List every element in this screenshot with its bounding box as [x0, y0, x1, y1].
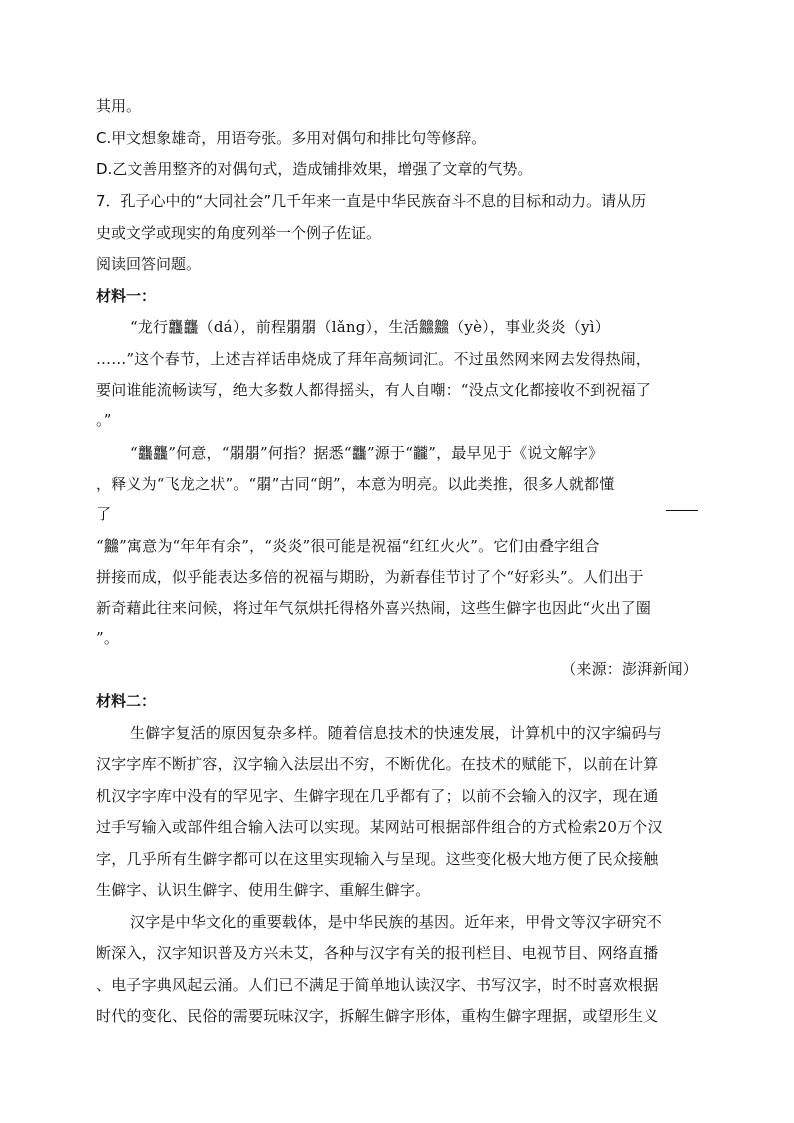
dash-rule — [666, 510, 698, 511]
material1-line: “䲜”寓意为“年年有余”，“炎炎”很可能是祝福“红红火火”。它们由叠字组合 — [96, 537, 600, 555]
material1-heading: 材料一： — [96, 287, 157, 305]
material2-line: 汉字字库不断扩容，汉字输入法层出不穷，不断优化。在技术的赋能下，以前在计算 — [96, 755, 659, 773]
material1-line: “龘龘”何意，“朤朤”何指？据悉“龘”源于“龖”，最早见于《说文解字》 — [130, 444, 604, 462]
material1-source: （来源：澎湃新闻） — [561, 660, 698, 678]
material1-line: ，释义为“飞龙之状”。“朤”古同“朗”，本意为明亮。以此类推，很多人就都懂 — [96, 475, 615, 493]
text-line: 其用。 — [96, 97, 142, 115]
material2-line: 汉字是中华文化的重要载体，是中华民族的基因。近年来，甲骨文等汉字研究不 — [130, 913, 663, 931]
material1-line: ”。 — [96, 629, 120, 647]
material2-line: 断深入，汉字知识普及方兴未艾，各种与汉字有关的报刊栏目、电视节目、网络直播 — [96, 944, 659, 962]
material2-heading: 材料二： — [96, 692, 157, 710]
material1-line: 新奇藉此往来问候，将过年气氛烘托得格外喜兴热闹，这些生僻字也因此“火出了圈 — [96, 599, 652, 617]
material2-line: 时代的变化、民俗的需要玩味汉字，拆解生僻字形体，重构生僻字理据，或望形生义 — [96, 1007, 659, 1025]
material2-line: 生僻字、认识生僻字、使用生僻字、重解生僻字。 — [96, 881, 431, 899]
question-7-cont: 史或文学或现实的角度列举一个例子佐证。 — [96, 224, 382, 242]
material2-line: 、电子字典风起云涌。人们已不满足于简单地认读汉字、书写汉字，时不时喜欢根据 — [96, 976, 659, 994]
material1-line: 。” — [96, 411, 112, 429]
material1-line: ……”这个春节，上述吉祥话串烧成了拜年高频词汇。不过虽然网来网去发得热闹， — [96, 350, 652, 368]
material2-line: 过手写输入或部件组合输入法可以实现。某网站可根据部件组合的方式检索20万个汉 — [96, 818, 663, 836]
option-c: C.甲文想象雄奇，用语夸张。多用对偶句和排比句等修辞。 — [96, 129, 487, 147]
material1-line: 拼接而成，似乎能表达多倍的祝福与期盼，为新春佳节讨了个“好彩头”。人们出于 — [96, 568, 644, 586]
material2-line: 字，几乎所有生僻字都可以在这里实现输入与呈现。这些变化极大地方便了民众接触 — [96, 850, 659, 868]
reading-instruction: 阅读回答问题。 — [96, 255, 202, 273]
material2-line: 机汉字字库中没有的罕见字、生僻字现在几乎都有了；以前不会输入的汉字，现在通 — [96, 787, 659, 805]
question-7: 7．孔子心中的“大同社会”几千年来一直是中华民族奋斗不息的目标和动力。请从历 — [96, 192, 647, 210]
material1-line: 了 — [96, 505, 112, 523]
material1-line: 要问谁能流畅读写，绝大多数人都得摇头，有人自嘲：“没点文化都接收不到祝福了 — [96, 381, 652, 399]
material1-line: “龙行龘龘（dá），前程朤朤（lǎng），生活䲜䲜（yè），事业炎炎（yì） — [130, 318, 610, 336]
option-d: D.乙文善用整齐的对偶句式，造成铺排效果，增强了文章的气势。 — [96, 160, 533, 178]
material2-line: 生僻字复活的原因复杂多样。随着信息技术的快速发展，计算机中的汉字编码与 — [130, 724, 663, 742]
